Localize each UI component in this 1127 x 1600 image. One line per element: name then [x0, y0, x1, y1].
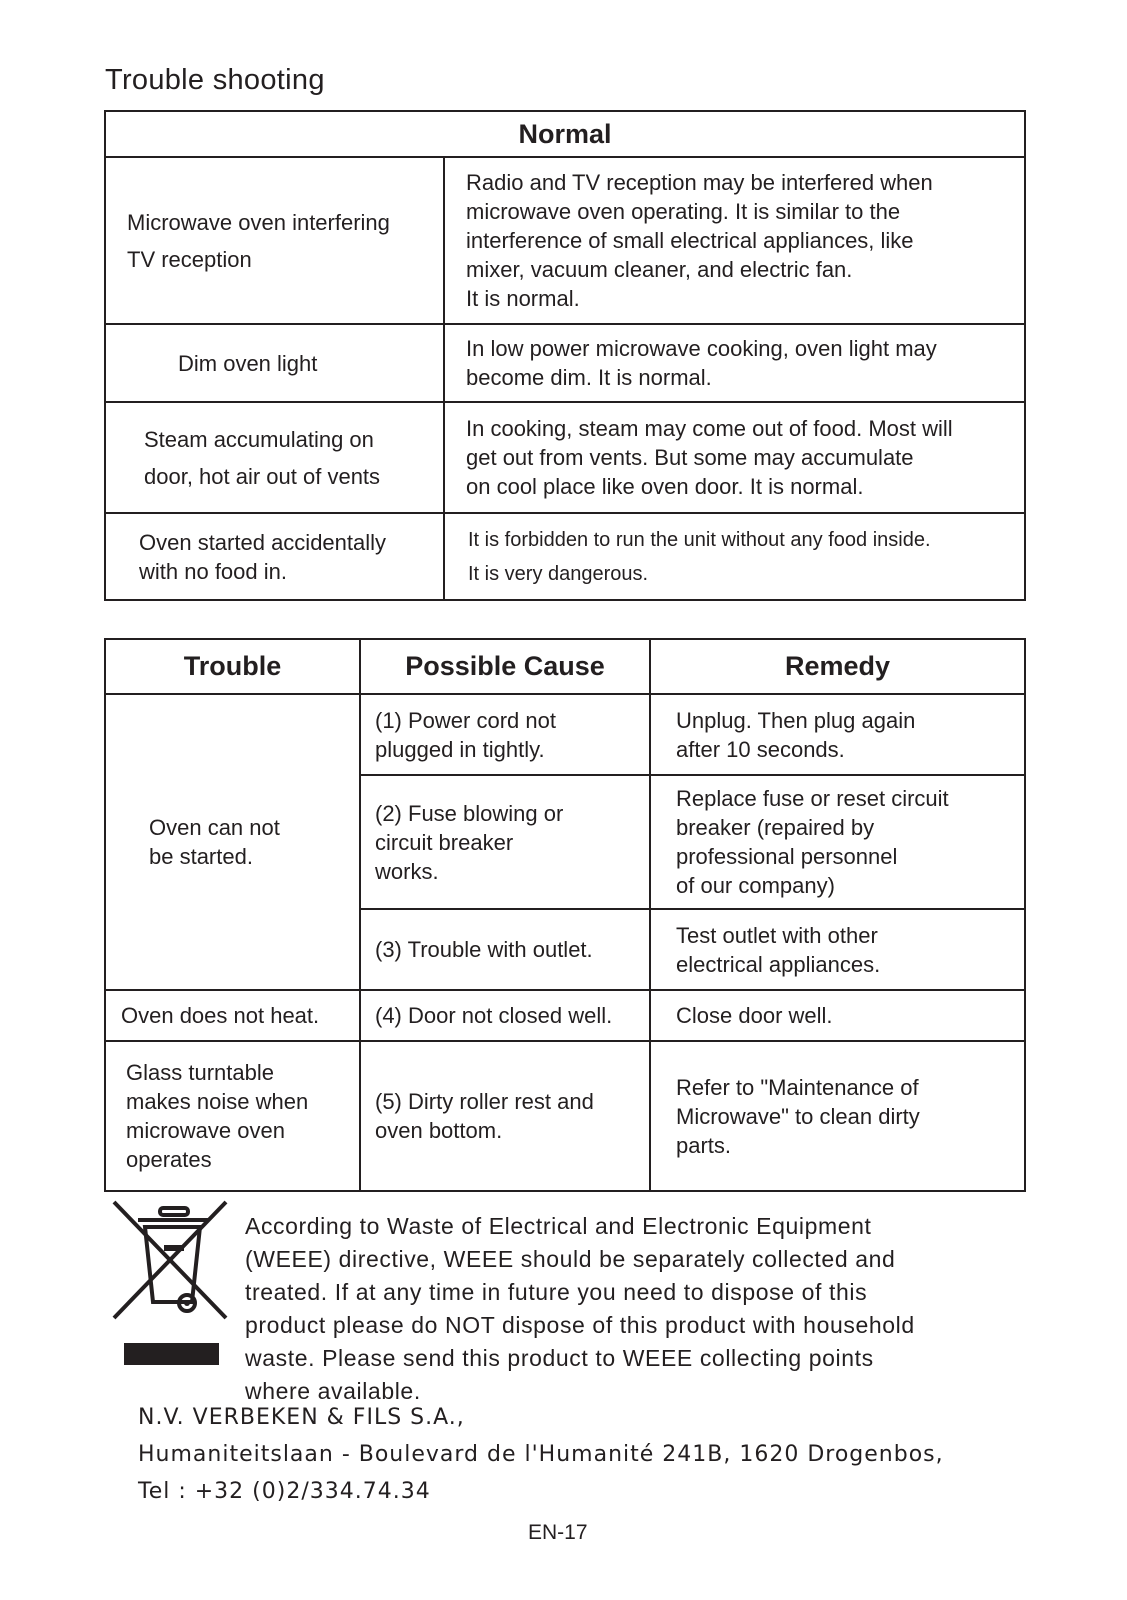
- trouble-table: [104, 638, 1026, 1192]
- remedy-cell: Test outlet with other electrical appliances.: [650, 909, 1025, 990]
- trouble-header: Trouble: [105, 639, 360, 694]
- remedy-header: Remedy: [650, 639, 1025, 694]
- explanation-cell: It is forbidden to run the unit without any food inside. It is very dangerous.: [444, 513, 1025, 600]
- symptom-cell: Microwave oven interfering TV reception: [105, 157, 444, 324]
- page-number: EN-17: [528, 1521, 588, 1544]
- symptom-cell: Oven started accidentally with no food in.: [105, 513, 444, 600]
- normal-table-header: Normal: [105, 111, 1025, 157]
- normal-table: [104, 110, 1026, 601]
- table-row: [105, 694, 1025, 775]
- symptom-cell: Steam accumulating on door, hot air out of vents: [105, 402, 444, 513]
- cause-cell: (1) Power cord not plugged in tightly.: [360, 694, 650, 775]
- table-row: [105, 402, 1025, 513]
- trouble-cell: Oven can not be started.: [105, 694, 360, 990]
- remedy-cell: Close door well.: [650, 990, 1025, 1041]
- cause-header: Possible Cause: [360, 639, 650, 694]
- company-phone: Tel : +32 (0)2/334.74.34: [138, 1479, 431, 1504]
- remedy-cell: Replace fuse or reset circuit breaker (repaired by professional personnel of our company): [650, 775, 1025, 909]
- trouble-cell: Glass turntable makes noise when microwave oven operates: [105, 1041, 360, 1191]
- table-row: [105, 513, 1025, 600]
- trouble-cell: Oven does not heat.: [105, 990, 360, 1041]
- explanation-cell: In cooking, steam may come out of food. Most will get out from vents. But some may accumulate on cool place like oven door. It is normal.: [444, 402, 1025, 513]
- cause-cell: (4) Door not closed well.: [360, 990, 650, 1041]
- company-address: Humaniteitslaan - Boulevard de l'Humanité 241B, 1620 Drogenbos,: [138, 1442, 944, 1467]
- cause-cell: (5) Dirty roller rest and oven bottom.: [360, 1041, 650, 1191]
- weee-notice: According to Waste of Electrical and Electronic Equipment (WEEE) directive, WEEE should be separately collected and treated. If at any time in future you need to dispose of this product please do NOT dispose of this product with household waste. Please send this product to WEEE collecting points where available.: [245, 1213, 915, 1404]
- cause-cell: (2) Fuse blowing or circuit breaker works.: [360, 775, 650, 909]
- explanation-cell: Radio and TV reception may be interfered when microwave oven operating. It is similar to the interference of small electrical appliances, like mixer, vacuum cleaner, and electric fan. It is normal.: [444, 157, 1025, 324]
- remedy-cell: Unplug. Then plug again after 10 seconds.: [650, 694, 1025, 775]
- page-title: Trouble shooting: [105, 64, 325, 96]
- crossed-out-wheelie-bin-icon: [112, 1200, 232, 1380]
- table-row: [105, 157, 1025, 324]
- table-row: [105, 324, 1025, 402]
- cause-cell: (3) Trouble with outlet.: [360, 909, 650, 990]
- explanation-cell: In low power microwave cooking, oven light may become dim. It is normal.: [444, 324, 1025, 402]
- trouble-table-header-row: [105, 639, 1025, 694]
- table-row: [105, 990, 1025, 1041]
- table-row: [105, 1041, 1025, 1191]
- company-name: N.V. VERBEKEN & FILS S.A.,: [138, 1405, 465, 1430]
- remedy-cell: Refer to "Maintenance of Microwave" to clean dirty parts.: [650, 1041, 1025, 1191]
- symptom-cell: Dim oven light: [105, 324, 444, 402]
